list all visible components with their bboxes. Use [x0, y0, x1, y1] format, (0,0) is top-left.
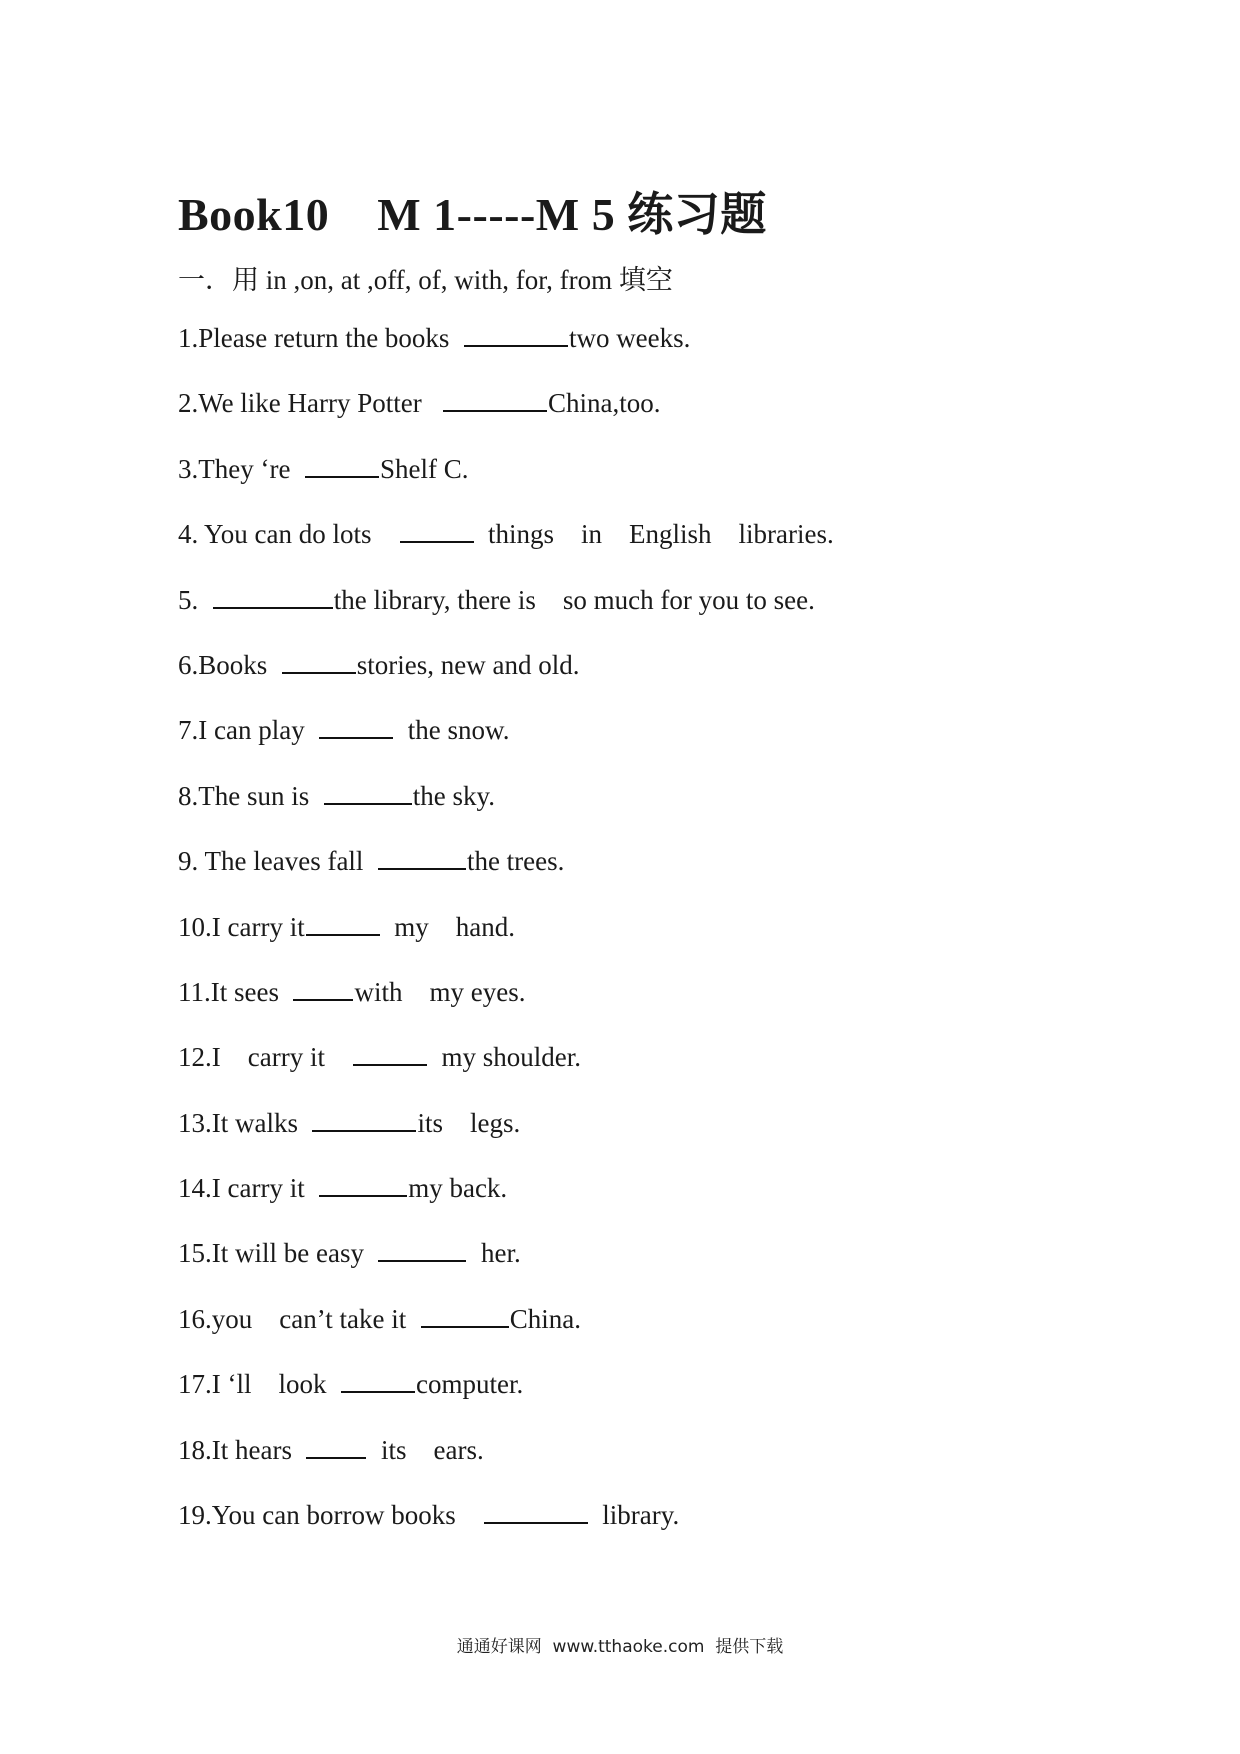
exercise-text-after: the sky.: [412, 780, 495, 811]
exercise-text-before: 13.It walks: [178, 1107, 312, 1138]
exercise-text-before: 7.I can play: [178, 715, 319, 746]
exercise-item: [178, 1103, 834, 1168]
fill-in-blank[interactable]: [400, 519, 474, 543]
exercise-text-after: things in English libraries.: [474, 519, 834, 550]
exercise-item: [178, 383, 834, 448]
exercise-item: [178, 1037, 834, 1102]
exercise-item: [178, 776, 834, 841]
exercise-text-before: 9. The leaves fall: [178, 846, 377, 877]
exercise-text-after: its ears.: [367, 1434, 484, 1465]
exercise-text-before: 15.It will be easy: [178, 1238, 378, 1269]
exercise-item: [178, 1364, 834, 1429]
exercise-text-after: its legs.: [417, 1107, 521, 1138]
instruction-text: 一．用 in ,on, at ,off, of, with, for, from 填空: [178, 265, 673, 295]
fill-in-blank[interactable]: [319, 1173, 407, 1197]
exercise-text-before: 17.I ‘ll look: [178, 1369, 340, 1400]
fill-in-blank[interactable]: [213, 585, 333, 609]
fill-in-blank[interactable]: [306, 912, 380, 936]
exercise-text-before: 12.I carry it: [178, 1042, 352, 1073]
fill-in-blank[interactable]: [421, 1304, 509, 1328]
fill-in-blank[interactable]: [378, 846, 466, 870]
exercise-text-before: 6.Books: [178, 649, 281, 680]
exercise-text-before: 14.I carry it: [178, 1173, 319, 1204]
exercise-item: [178, 972, 834, 1037]
exercise-text-before: 4. You can do lots: [178, 519, 399, 550]
exercise-text-after: two weeks.: [568, 323, 691, 353]
exercise-text-before: 18.It hears: [178, 1434, 306, 1465]
exercise-item: [178, 841, 834, 906]
fill-in-blank[interactable]: [341, 1369, 415, 1393]
fill-in-blank[interactable]: [378, 1238, 466, 1262]
exercise-item: [178, 907, 834, 972]
exercise-text-after: my hand.: [380, 911, 515, 942]
exercise-item: [178, 1430, 834, 1495]
exercise-text-after: with my eyes.: [354, 976, 526, 1007]
fill-in-blank[interactable]: [324, 781, 412, 805]
exercise-item: [178, 1299, 834, 1364]
fill-in-blank[interactable]: [305, 454, 379, 478]
exercise-text-after: the library, there is so much for you to see.: [333, 584, 815, 615]
exercise-text-after: the snow.: [394, 715, 510, 746]
exercise-text-after: stories, new and old.: [356, 649, 580, 680]
fill-in-blank[interactable]: [312, 1108, 416, 1132]
exercise-text-after: my back.: [408, 1173, 508, 1204]
exercise-text-after: Shelf C.: [379, 453, 469, 484]
exercise-item: [178, 710, 834, 775]
exercise-text-before: 5.: [178, 584, 212, 615]
exercise-item: [178, 1233, 834, 1298]
exercise-text-before: 19.You can borrow books: [178, 1500, 483, 1531]
fill-in-blank[interactable]: [464, 323, 568, 347]
exercise-text-before: 8.The sun is: [178, 780, 323, 811]
fill-in-blank[interactable]: [293, 977, 353, 1001]
exercise-list: [178, 318, 834, 1560]
fill-in-blank[interactable]: [282, 650, 356, 674]
exercise-text-after: library.: [588, 1500, 680, 1531]
exercise-text-after: my shoulder.: [427, 1042, 581, 1073]
footer-text: 通通好课网 www.tthaoke.com 提供下载: [456, 1637, 784, 1657]
fill-in-blank[interactable]: [484, 1500, 588, 1524]
exercise-text-after: China,too.: [548, 388, 661, 419]
exercise-text-after: computer.: [416, 1369, 524, 1400]
exercise-item: [178, 1495, 834, 1560]
exercise-text-before: 11.It sees: [178, 976, 293, 1007]
fill-in-blank[interactable]: [319, 715, 393, 739]
exercise-item: [178, 318, 834, 383]
exercise-item: [178, 514, 834, 579]
fill-in-blank[interactable]: [306, 1435, 366, 1459]
exercise-text-before: 10.I carry it: [178, 911, 305, 942]
exercise-text-after: her.: [467, 1238, 521, 1269]
fill-in-blank[interactable]: [353, 1042, 427, 1066]
exercise-item: [178, 645, 834, 710]
fill-in-blank[interactable]: [443, 388, 547, 412]
exercise-text-before: 16.you can’t take it: [178, 1303, 420, 1334]
exercise-item: [178, 1168, 834, 1233]
exercise-item: [178, 580, 834, 645]
exercise-text-before: 2.We like Harry Potter: [178, 388, 443, 419]
exercise-text-after: the trees.: [466, 846, 565, 877]
exercise-item: [178, 449, 834, 514]
exercise-text-after: China.: [509, 1303, 581, 1334]
page-title: Book10 M 1-----M 5 练习题: [178, 189, 767, 240]
exercise-text-before: 3.They ‘re: [178, 453, 304, 484]
exercise-text-before: 1.Please return the books: [178, 323, 463, 353]
